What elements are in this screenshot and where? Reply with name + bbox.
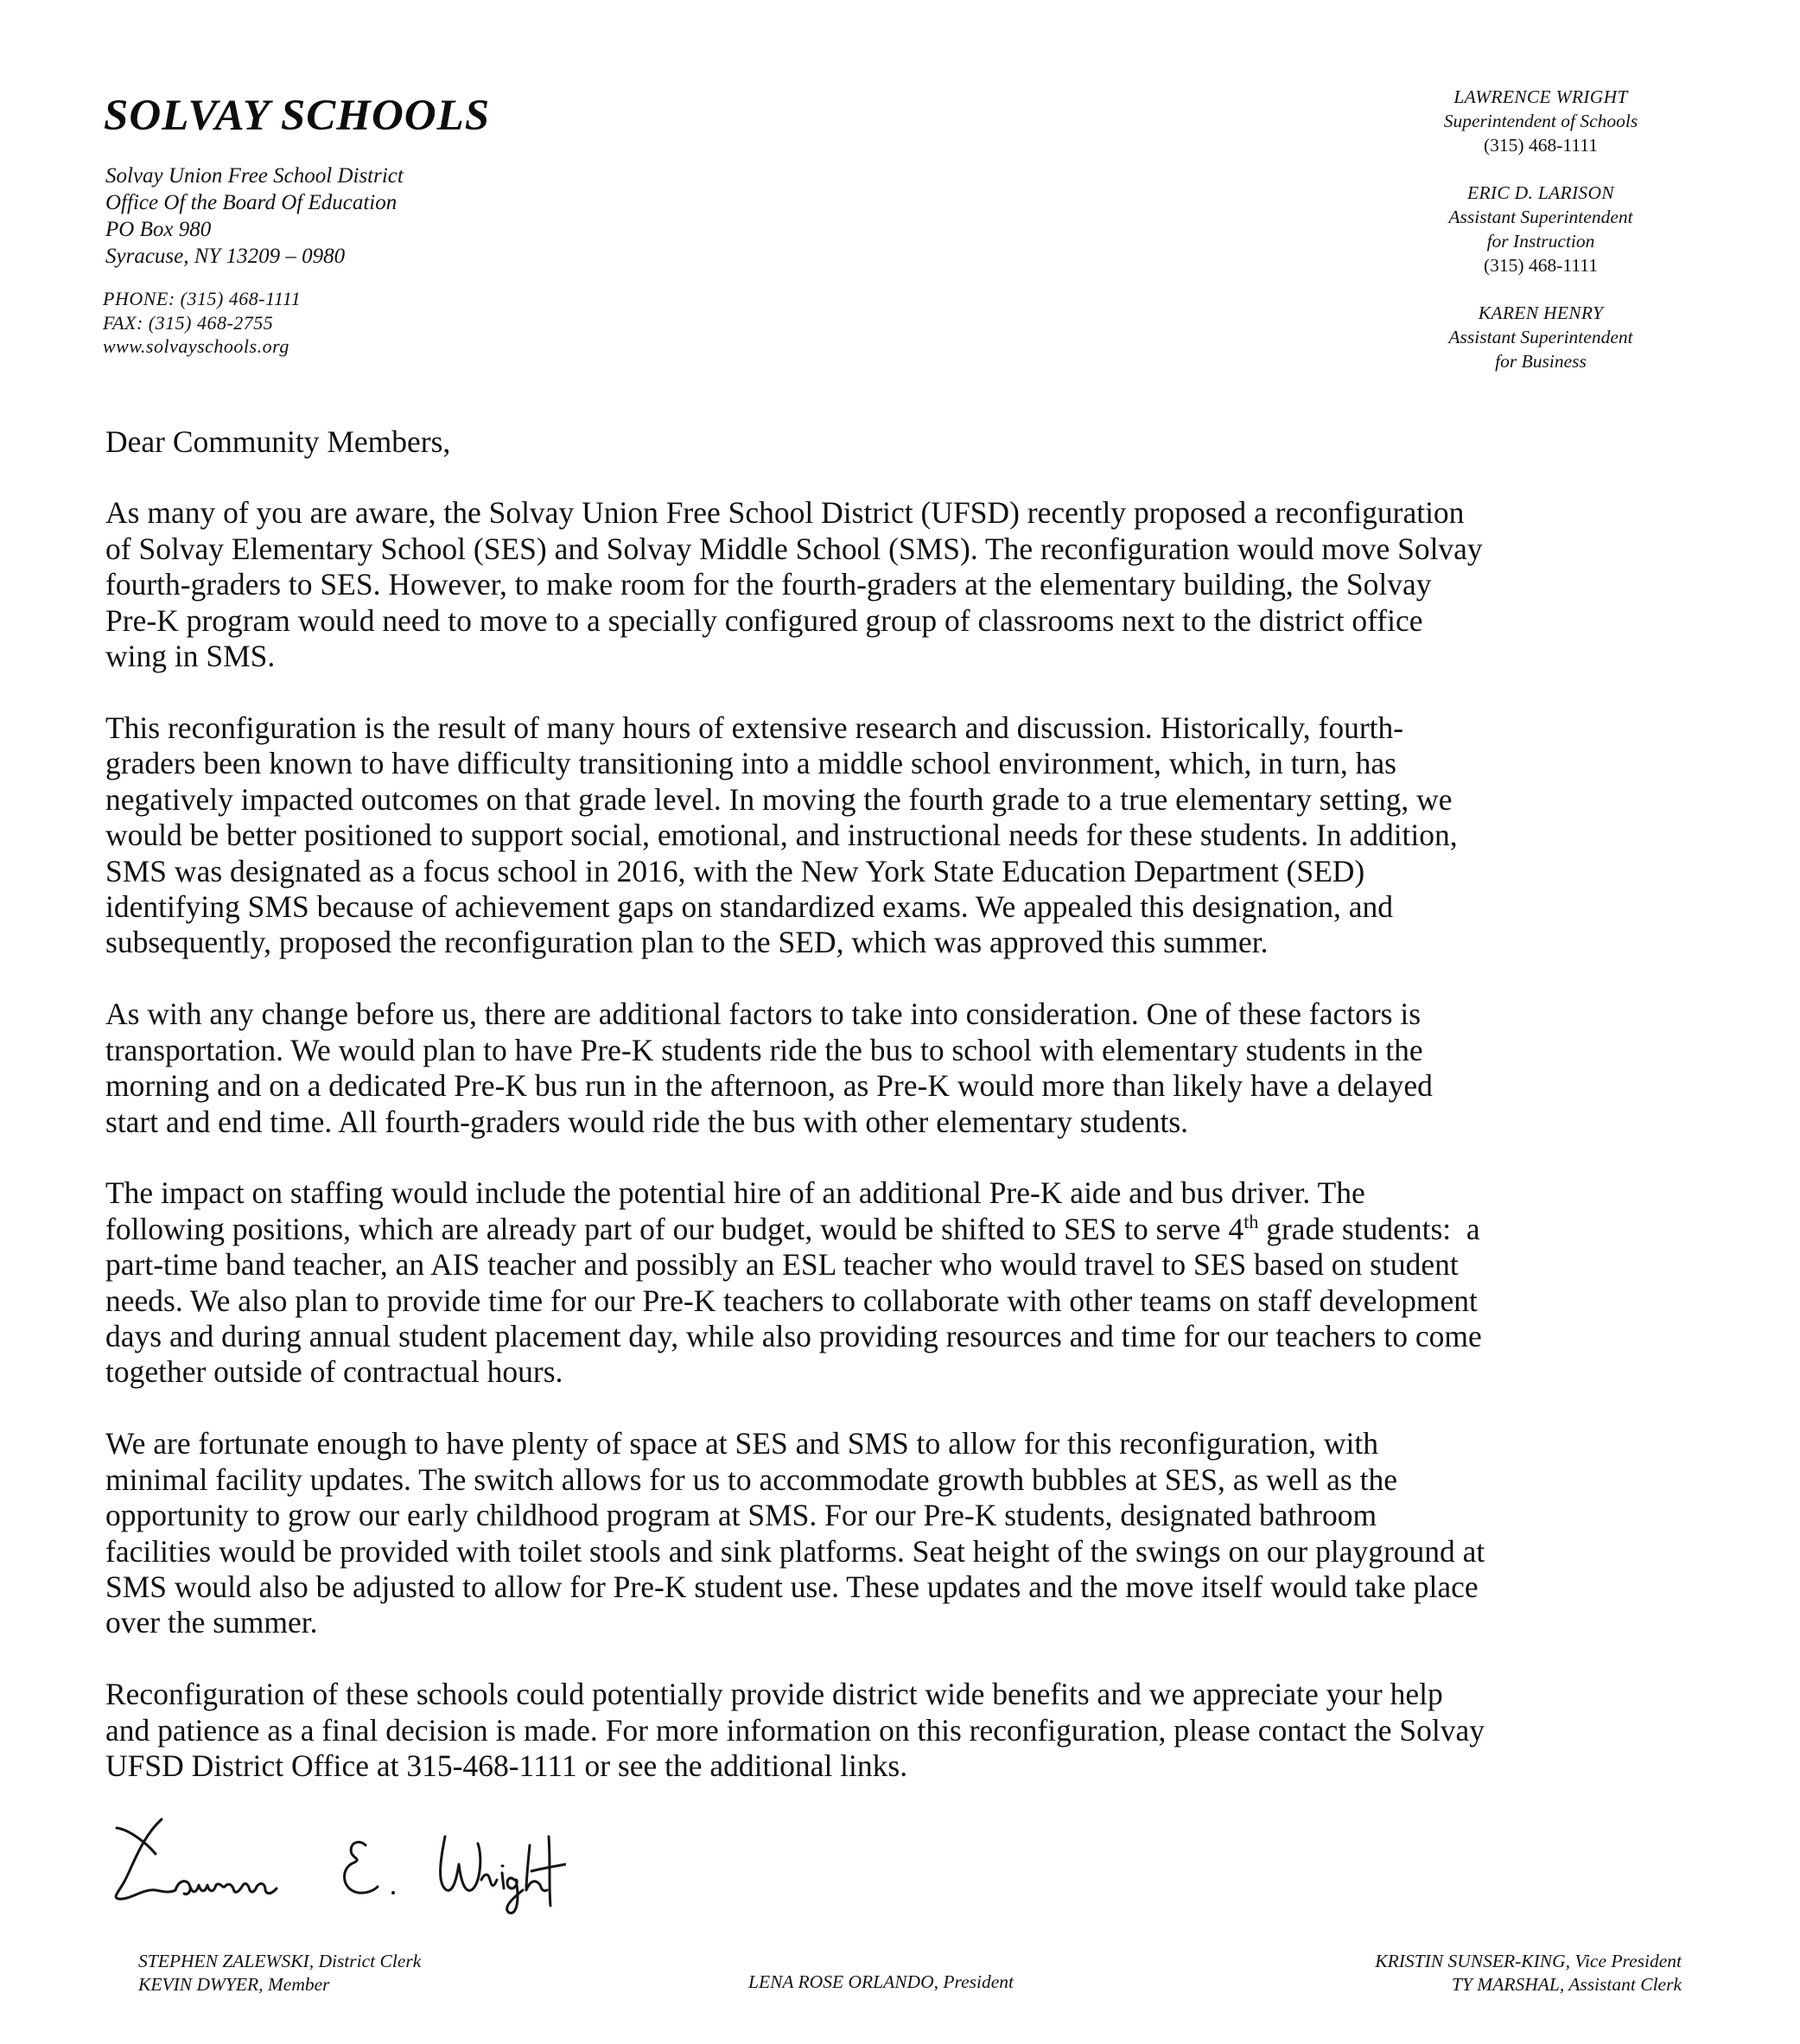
org-address-line: Syracuse, NY 13209 – 0980 (105, 245, 346, 268)
paragraph-line: minimal facility updates. The switch allows for us to accommodate growth bubbles at SES, as well as the (105, 1461, 1397, 1497)
board-member: KRISTIN SUNSER-KING, Vice President (1375, 1951, 1682, 1971)
body-paragraph (105, 710, 1704, 961)
paragraph-line: of Solvay Elementary School (SES) and Solvay Middle School (SMS). The reconfiguration would move Solvay (105, 531, 1483, 566)
admin-title: Assistant Superintendent (1448, 327, 1633, 347)
paragraph-line: together outside of contractual hours. (105, 1354, 563, 1390)
org-phone: PHONE: (315) 468-1111 (103, 288, 302, 309)
paragraph-line: UFSD District Office at 315-468-1111 or see the additional links. (105, 1748, 908, 1784)
administrator-asst-instruction (1368, 181, 1714, 277)
admin-title: for Instruction (1486, 231, 1595, 252)
paragraph-line: Pre-K program would need to move to a specially configured group of classrooms next to the district office (105, 602, 1423, 638)
org-website-link[interactable]: www.solvayschools.org (103, 335, 289, 357)
letter-body (105, 424, 1704, 1820)
paragraph-line: wing in SMS. (105, 639, 276, 674)
paragraph-line: would be better positioned to support social, emotional, and instructional needs for these students. In addition, (105, 818, 1458, 853)
paragraph-line: transportation. We would plan to have Pre-K students ride the bus to school with elementary students in the (105, 1032, 1423, 1067)
org-address-line: Solvay Union Free School District (105, 164, 404, 188)
paragraph-line: fourth-graders to SES. However, to make room for the fourth-graders at the elementary building, the Solvay (105, 567, 1432, 602)
board-members-left (138, 1950, 421, 1996)
admin-name: ERIC D. LARISON (1467, 182, 1614, 203)
org-fax: FAX: (315) 468-2755 (103, 311, 274, 334)
board-members-center (748, 1971, 1014, 1994)
org-address-line: PO Box 980 (105, 218, 212, 241)
handwritten-signature-icon (108, 1811, 566, 1919)
body-paragraph (105, 1426, 1704, 1640)
paragraph-line: days and during annual student placement day, while also providing resources and time for our teachers to come (105, 1319, 1482, 1354)
paragraph-line: subsequently, proposed the reconfiguration plan to the SED, which was approved this summer. (105, 925, 1269, 960)
org-contact-block (103, 287, 301, 359)
paragraph-line: over the summer. (105, 1605, 318, 1640)
paragraph-line: SMS was designated as a focus school in 2016, with the New York State Education Department (SED) (105, 853, 1365, 888)
board-member: KEVIN DWYER, Member (138, 1974, 330, 1995)
admin-phone: (315) 468-1111 (1484, 135, 1598, 156)
org-title: SOLVAY SCHOOLS (104, 92, 491, 140)
board-member: TY MARSHAL, Assistant Clerk (1452, 1974, 1682, 1995)
paragraph-line: SMS would also be adjusted to allow for Pre-K student use. These updates and the move itself would take place (105, 1569, 1479, 1604)
paragraph-line (105, 1212, 1704, 1247)
paragraph-line: negatively impacted outcomes on that grade level. In moving the fourth grade to a true elementary setting, we (105, 781, 1453, 817)
body-paragraph (105, 495, 1704, 674)
admin-title: Superintendent of Schools (1443, 111, 1638, 131)
paragraph-line: opportunity to grow our early childhood program at SMS. For our Pre-K students, designated bathroom (105, 1498, 1377, 1533)
org-address-line: Office Of the Board Of Education (105, 191, 398, 214)
administrator-asst-business (1368, 301, 1714, 373)
paragraph-line: This reconfiguration is the result of many hours of extensive research and discussion. Historically, fourth- (105, 710, 1404, 745)
body-paragraph (105, 1175, 1704, 1390)
body-paragraph (105, 1677, 1704, 1784)
paragraph-line: start and end time. All fourth-graders would ride the bus with other elementary students. (105, 1104, 1189, 1139)
paragraphs (105, 495, 1704, 1784)
body-paragraph (105, 997, 1704, 1140)
administrator-superintendent (1368, 85, 1714, 157)
line-text: following positions, which are already part of our budget, would be shifted to SES to serve 4 (105, 1211, 1244, 1246)
admin-title: for Business (1495, 351, 1587, 372)
paragraph-line: We are fortunate enough to have plenty of space at SES and SMS to allow for this reconfiguration, with (105, 1426, 1378, 1461)
paragraph-line: Reconfiguration of these schools could potentially provide district wide benefits and we appreciate your help (105, 1677, 1443, 1712)
salutation: Dear Community Members, (105, 424, 451, 459)
org-address-block (105, 162, 404, 270)
ordinal-suffix: th (1243, 1210, 1259, 1232)
admin-title: Assistant Superintendent (1448, 207, 1633, 227)
paragraph-line: As many of you are aware, the Solvay Union Free School District (UFSD) recently proposed a reconfiguration (105, 495, 1465, 531)
board-member: STEPHEN ZALEWSKI, District Clerk (138, 1951, 422, 1971)
board-member: LENA ROSE ORLANDO, President (748, 1971, 1014, 1992)
admin-name: KAREN HENRY (1478, 302, 1604, 323)
signature (108, 1811, 566, 1919)
admin-name: LAWRENCE WRIGHT (1453, 86, 1628, 107)
paragraph-line: graders been known to have difficulty transitioning into a middle school environment, which, in turn, has (105, 746, 1396, 781)
administrators-column (1368, 85, 1714, 397)
admin-phone: (315) 468-1111 (1484, 255, 1598, 276)
paragraph-line: morning and on a dedicated Pre-K bus run in the afternoon, as Pre-K would more than likely have a delayed (105, 1068, 1433, 1104)
paragraph-line: facilities would be provided with toilet stools and sink platforms. Seat height of the swings on our playground at (105, 1533, 1485, 1569)
paragraph-line: identifying SMS because of achievement gaps on standardized exams. We appealed this designation, and (105, 888, 1394, 924)
paragraph-line: needs. We also plan to provide time for our Pre-K teachers to collaborate with other teams on staff development (105, 1283, 1478, 1318)
board-members-right (1210, 1950, 1682, 1996)
paragraph-line: and patience as a final decision is made. For more information on this reconfiguration, please contact the Solvay (105, 1712, 1485, 1748)
line-text: grade students: a (1258, 1211, 1480, 1246)
paragraph-line: As with any change before us, there are additional factors to take into consideration. One of these factors is (105, 997, 1422, 1032)
paragraph-line: part-time band teacher, an AIS teacher and possibly an ESL teacher who would travel to SES based on student (105, 1247, 1459, 1283)
paragraph-line: The impact on staffing would include the potential hire of an additional Pre-K aide and bus driver. The (105, 1175, 1365, 1211)
